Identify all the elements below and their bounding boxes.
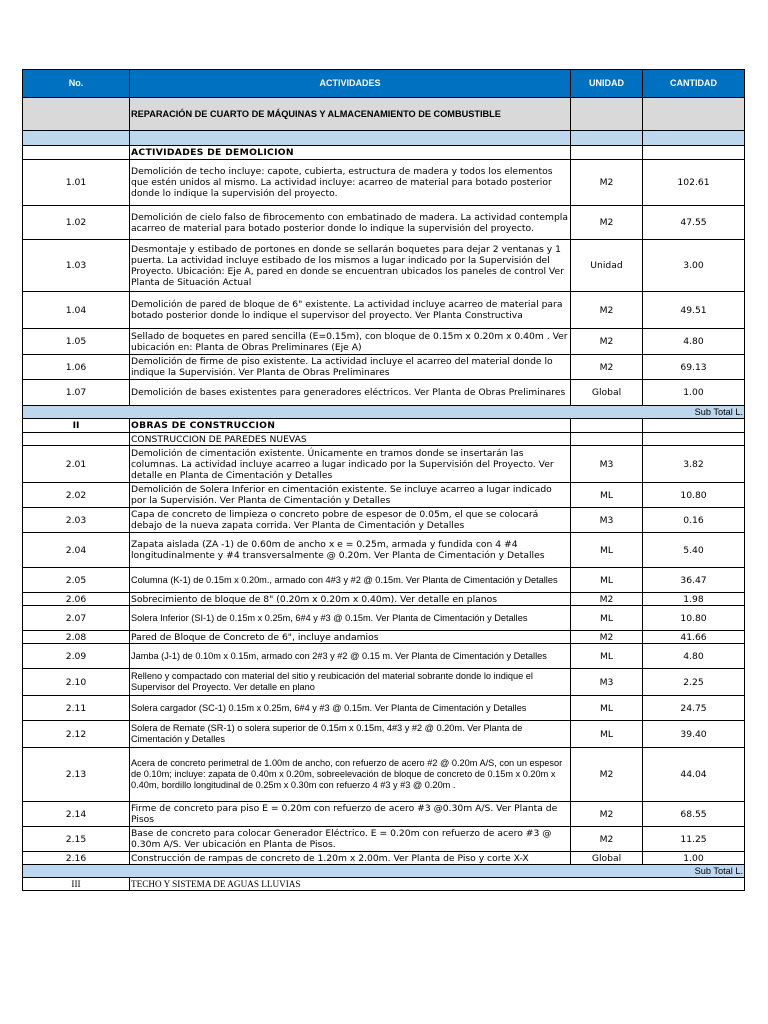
row-unit[interactable]: ML — [571, 696, 643, 721]
table-row — [23, 644, 745, 669]
table-row — [23, 329, 745, 355]
table-row — [23, 240, 745, 292]
subtotal-label[interactable]: Sub Total L. — [23, 865, 745, 878]
section1-title[interactable]: ACTIVIDADES DE DEMOLICION — [130, 146, 571, 160]
header-cantidad[interactable]: CANTIDAD — [643, 70, 745, 98]
row-quantity[interactable]: 39.40 — [643, 721, 745, 748]
cell[interactable] — [571, 131, 643, 146]
row-number[interactable]: 2.07 — [23, 606, 130, 631]
row-number[interactable]: 2.14 — [23, 802, 130, 827]
row-number[interactable]: 1.03 — [23, 240, 130, 292]
project-title-row — [23, 98, 745, 131]
row-description[interactable]: Demolición de bases existentes para generadores eléctricos. Ver Planta de Obras Preliminares — [130, 380, 571, 406]
table-row — [23, 802, 745, 827]
row-description[interactable]: Desmontaje y estibado de portones en donde se sellarán boquetes para dejar 2 ventanas y 1 puerta. La actividad incluye estibado de los mismos a lugar indicado por la Supervisión del Proyecto. Ubicación: Eje A, pared en donde se encuentran ubicados los paneles de control Ver Planta de Situación Actual — [130, 240, 571, 292]
row-number[interactable]: 2.16 — [23, 852, 130, 865]
section3-title-row — [23, 878, 745, 891]
row-quantity[interactable]: 4.80 — [643, 644, 745, 669]
table-row — [23, 355, 745, 380]
row-description[interactable]: Demolición de techo incluye: capote, cubierta, estructura de madera y todos los elementos que estén unidos al mismo. La actividad incluye: acarreo de material para botado posterior donde lo indique la supervisión del proyecto. — [130, 160, 571, 206]
table-row — [23, 593, 745, 606]
table-row — [23, 631, 745, 644]
row-description[interactable]: Relleno y compactado con material del sitio y reubicación del material sobrante donde lo indique el Supervisor del Proyecto. Ver detalle en plano — [130, 669, 571, 696]
project-title[interactable]: REPARACIÓN DE CUARTO DE MÁQUINAS Y ALMACENAMIENTO DE COMBUSTIBLE — [130, 98, 571, 131]
cell[interactable] — [643, 419, 745, 433]
cell[interactable] — [23, 98, 130, 131]
row-description[interactable]: Zapata aislada (ZA -1) de 0.60m de ancho x e = 0.25m, armada y fundida con 4 #4 longitudinalmente y #4 transversalmente @ 0.20m. Ver Planta de Cimentación y Detalles — [130, 533, 571, 568]
row-unit[interactable]: M2 — [571, 292, 643, 329]
row-unit[interactable]: M2 — [571, 355, 643, 380]
row-unit[interactable]: Global — [571, 380, 643, 406]
row-quantity[interactable]: 5.40 — [643, 533, 745, 568]
table-row — [23, 206, 745, 240]
section1-title-row — [23, 146, 745, 160]
row-number[interactable]: 2.01 — [23, 446, 130, 483]
row-description[interactable]: Demolición de pared de bloque de 6" existente. La actividad incluye acarreo de material para botado posterior donde lo indique el supervisor del proyecto. Ver Planta Constructiva — [130, 292, 571, 329]
cell[interactable] — [571, 419, 643, 433]
cell[interactable] — [23, 131, 130, 146]
row-description[interactable]: Solera de Remate (SR-1) o solera superior de 0.15m x 0.15m, 4#3 y #2 @ 0.20m. Ver Planta de Cimentación y Detalles — [130, 721, 571, 748]
row-description[interactable]: Firme de concreto para piso E = 0.20m con refuerzo de acero #3 @0.30m A/S. Ver Planta de Pisos — [130, 802, 571, 827]
cell[interactable] — [130, 131, 571, 146]
row-description[interactable]: Construcción de rampas de concreto de 1.20m x 2.00m. Ver Planta de Piso y corte X-X — [130, 852, 571, 865]
row-unit[interactable]: M2 — [571, 748, 643, 802]
row-description[interactable]: Demolición de Solera Inferior en cimentación existente. Se incluye acarreo a lugar indicado por la Supervisión. Ver Planta de Cimentación y Detalles — [130, 483, 571, 508]
row-unit[interactable]: ML — [571, 568, 643, 593]
header-no[interactable]: No. — [23, 70, 130, 98]
budget-table — [22, 69, 745, 891]
row-quantity[interactable]: 10.80 — [643, 483, 745, 508]
table-row — [23, 508, 745, 533]
row-number[interactable]: 2.03 — [23, 508, 130, 533]
row-number[interactable]: 1.06 — [23, 355, 130, 380]
row-unit[interactable]: ML — [571, 721, 643, 748]
row-description[interactable]: Demolición de firme de piso existente. La actividad incluye el acarreo del material donde lo indique la Supervisión. Ver Planta de Obras Preliminares — [130, 355, 571, 380]
row-description[interactable]: Sobrecimiento de bloque de 8" (0.20m x 0.20m x 0.40m). Ver detalle en planos — [130, 593, 571, 606]
table-row — [23, 446, 745, 483]
section2-subtitle-row — [23, 433, 745, 446]
table-row — [23, 606, 745, 631]
table-row — [23, 827, 745, 852]
row-number[interactable]: 2.09 — [23, 644, 130, 669]
row-number[interactable]: 2.04 — [23, 533, 130, 568]
section2-title[interactable]: OBRAS DE CONSTRUCCION — [130, 419, 571, 433]
row-description[interactable]: Acera de concreto perimetral de 1.00m de ancho, con refuerzo de acero #2 @ 0.20m A/S, con un espesor de 0.10m; incluye: zapata de 0.40m x 0.20m, sobreelevación de bloque de concreto de 0.15m x 0.20m x 0.40m, bordillo longitudinal de 0.25m x 0.30m con refuerzo 4 #3 y #3 @ 0.20m . — [130, 748, 571, 802]
row-number[interactable]: 2.15 — [23, 827, 130, 852]
row-unit[interactable]: ML — [571, 533, 643, 568]
cell[interactable] — [643, 98, 745, 131]
row-description[interactable]: Solera cargador (SC-1) 0.15m x 0.25m, 6#4 y #3 @ 0.15m. Ver Planta de Cimentación y Detalles — [130, 696, 571, 721]
row-unit[interactable]: ML — [571, 644, 643, 669]
cell[interactable] — [643, 131, 745, 146]
subtotal-row-2 — [23, 865, 745, 878]
row-number[interactable]: 1.05 — [23, 329, 130, 355]
row-quantity[interactable]: 69.13 — [643, 355, 745, 380]
section2-roman[interactable]: II — [23, 419, 130, 433]
row-number[interactable]: 2.12 — [23, 721, 130, 748]
row-quantity[interactable]: 3.00 — [643, 240, 745, 292]
row-quantity[interactable]: 68.55 — [643, 802, 745, 827]
cell[interactable] — [23, 146, 130, 160]
cell[interactable] — [643, 433, 745, 446]
row-number[interactable]: 2.06 — [23, 593, 130, 606]
row-quantity[interactable]: 11.25 — [643, 827, 745, 852]
spacer-row — [23, 131, 745, 146]
header-unidad[interactable]: UNIDAD — [571, 70, 643, 98]
cell[interactable] — [23, 433, 130, 446]
section2-title-row — [23, 419, 745, 433]
row-unit[interactable]: M2 — [571, 206, 643, 240]
row-unit[interactable]: M2 — [571, 827, 643, 852]
row-description[interactable]: Demolición de cielo falso de fibrocemento con embatinado de madera. La actividad contempla acarreo de material para botado posterior donde lo indique la supervisión del proyecto. — [130, 206, 571, 240]
row-quantity[interactable]: 44.04 — [643, 748, 745, 802]
table-row — [23, 748, 745, 802]
table-row — [23, 568, 745, 593]
cell[interactable] — [571, 98, 643, 131]
row-description[interactable]: Capa de concreto de limpieza o concreto pobre de espesor de 0.05m, el que se colocará debajo de la nueva zapata corrida. Ver Planta de Cimentación y Detalles — [130, 508, 571, 533]
row-number[interactable]: 2.05 — [23, 568, 130, 593]
table-row — [23, 721, 745, 748]
row-description[interactable]: Jamba (J-1) de 0.10m x 0.15m, armado con 2#3 y #2 @ 0.15 m. Ver Planta de Cimentación y Detalles — [130, 644, 571, 669]
table-row — [23, 160, 745, 206]
row-number[interactable]: 1.04 — [23, 292, 130, 329]
table-row — [23, 533, 745, 568]
header-row — [23, 70, 745, 98]
table-row — [23, 669, 745, 696]
row-number[interactable]: 1.07 — [23, 380, 130, 406]
section3-title[interactable]: TECHO Y SISTEMA DE AGUAS LLUVIAS — [130, 878, 745, 891]
row-quantity[interactable]: 24.75 — [643, 696, 745, 721]
row-unit[interactable]: M2 — [571, 160, 643, 206]
row-unit[interactable]: M2 — [571, 802, 643, 827]
table-row — [23, 696, 745, 721]
row-quantity[interactable]: 0.16 — [643, 508, 745, 533]
row-quantity[interactable]: 102.61 — [643, 160, 745, 206]
row-unit[interactable]: ML — [571, 483, 643, 508]
row-description[interactable]: Columna (K-1) de 0.15m x 0.20m., armado con 4#3 y #2 @ 0.15m. Ver Planta de Cimentación y Detalles — [130, 568, 571, 593]
row-number[interactable]: 2.02 — [23, 483, 130, 508]
row-unit[interactable]: ML — [571, 606, 643, 631]
row-quantity[interactable]: 47.55 — [643, 206, 745, 240]
cell[interactable] — [571, 433, 643, 446]
row-quantity[interactable]: 41.66 — [643, 631, 745, 644]
row-description[interactable]: Sellado de boquetes en pared sencilla (E=0.15m), con bloque de 0.15m x 0.20m x 0.40m . Ver ubicación en: Planta de Obras Preliminares (Eje A) — [130, 329, 571, 355]
row-unit[interactable]: M3 — [571, 669, 643, 696]
row-description[interactable]: Solera Inferior (SI-1) de 0.15m x 0.25m, 6#4 y #3 @ 0.15m. Ver Planta de Cimentación y Detalles — [130, 606, 571, 631]
row-quantity[interactable]: 49.51 — [643, 292, 745, 329]
section3-roman[interactable]: III — [23, 878, 130, 891]
header-actividades[interactable]: ACTIVIDADES — [130, 70, 571, 98]
row-quantity[interactable]: 1.00 — [643, 380, 745, 406]
row-quantity[interactable]: 4.80 — [643, 329, 745, 355]
row-number[interactable]: 2.11 — [23, 696, 130, 721]
row-unit[interactable]: Global — [571, 852, 643, 865]
cell[interactable] — [571, 146, 643, 160]
row-number[interactable]: 1.02 — [23, 206, 130, 240]
cell[interactable] — [643, 146, 745, 160]
row-unit[interactable]: M2 — [571, 593, 643, 606]
row-number[interactable]: 2.13 — [23, 748, 130, 802]
row-number[interactable]: 2.08 — [23, 631, 130, 644]
row-unit[interactable]: M2 — [571, 631, 643, 644]
row-quantity[interactable]: 2.25 — [643, 669, 745, 696]
row-unit[interactable]: M3 — [571, 508, 643, 533]
row-quantity[interactable]: 36.47 — [643, 568, 745, 593]
table-row — [23, 292, 745, 329]
row-description[interactable]: Demolición de cimentación existente. Únicamente en tramos donde se insertarán las columnas. La actividad incluye acarreo a lugar indicado por la Supervisión del Proyecto. Ver detalle en Planta de Cimentación y Detalles — [130, 446, 571, 483]
row-quantity[interactable]: 10.80 — [643, 606, 745, 631]
row-number[interactable]: 2.10 — [23, 669, 130, 696]
row-unit[interactable]: Unidad — [571, 240, 643, 292]
row-unit[interactable]: M3 — [571, 446, 643, 483]
row-number[interactable]: 1.01 — [23, 160, 130, 206]
table-row — [23, 852, 745, 865]
section2-subtitle[interactable]: CONSTRUCCION DE PAREDES NUEVAS — [130, 433, 571, 446]
subtotal-row-1 — [23, 406, 745, 419]
row-unit[interactable]: M2 — [571, 329, 643, 355]
row-quantity[interactable]: 1.00 — [643, 852, 745, 865]
table-row — [23, 483, 745, 508]
table-row — [23, 380, 745, 406]
row-description[interactable]: Base de concreto para colocar Generador Eléctrico. E = 0.20m con refuerzo de acero #3 @ 0.30m A/S. Ver ubicación en Planta de Pisos. — [130, 827, 571, 852]
row-description[interactable]: Pared de Bloque de Concreto de 6", incluye andamios — [130, 631, 571, 644]
row-quantity[interactable]: 3.82 — [643, 446, 745, 483]
row-quantity[interactable]: 1.98 — [643, 593, 745, 606]
subtotal-label[interactable]: Sub Total L. — [23, 406, 745, 419]
